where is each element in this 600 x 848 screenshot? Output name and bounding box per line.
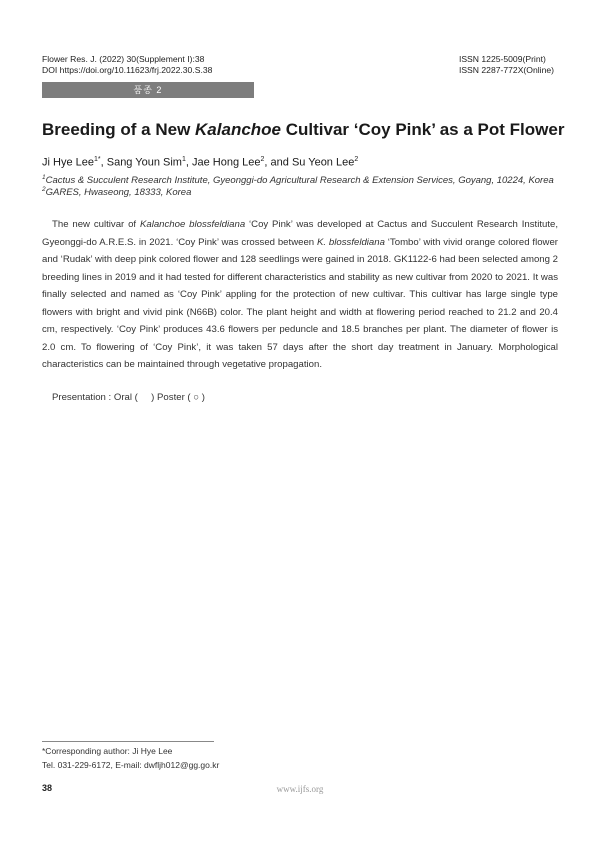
footnote-divider (42, 741, 214, 742)
affiliation-1 (42, 174, 554, 186)
page-number: 38 (42, 783, 53, 793)
issn-block (459, 54, 554, 76)
section-label-bar: 품종 2 (42, 82, 254, 98)
title-italic: Kalanchoe (195, 120, 282, 139)
affiliation-2 (42, 186, 191, 198)
presentation-type: Presentation : Oral ( ) Poster ( ○ ) (52, 392, 205, 403)
journal-citation (42, 54, 212, 76)
affiliation-sup: 2 (42, 186, 46, 193)
abstract-text: The new cultivar of (52, 219, 140, 230)
corresponding-author: *Corresponding author: Ji Hye Lee (42, 746, 173, 756)
author-name: Jae Hong Lee (192, 156, 261, 169)
species-abbrev: K. blossfeldiana (317, 236, 385, 248)
author-sup: 1 (181, 156, 186, 163)
author-sup: 2 (260, 156, 265, 163)
paper-title (42, 120, 572, 140)
title-post: Cultivar ‘Coy Pink’ as a Pot Flower (281, 120, 565, 139)
author-sep: , (185, 156, 192, 169)
author-name: Sang Youn Sim (106, 156, 182, 169)
issn-print: ISSN 1225-5009(Print) (458, 54, 546, 64)
title-pre: Breeding of a New (42, 120, 196, 139)
author-sep: , (100, 156, 107, 169)
journal-line: Flower Res. J. (2022) 30(Supplement I):38 (42, 54, 205, 64)
affiliation-text: GARES, Hwaseong, 18333, Korea (45, 187, 192, 199)
author-name: Su Yeon Lee (291, 156, 355, 169)
affiliation-sup: 1 (42, 174, 46, 181)
site-url: www.ijfs.org (276, 784, 324, 794)
abstract-text: ‘Tombo’ with vivid orange colored flower and ‘Rudak’ with deep pink colored flower and 128 seedlings were gained in 2018. GK1122-6 had been selected among 2 breeding lines in 2019 and it had tested for different characteristics and stability as new cultivar from 2020 to 2021. It was finally selected and named as ‘Coy Pink’ appling for the protection of new cultivar. This cultivar has large single type flowers with bright and vivid pink (N66B) color. The plant height and width at flowering period reached to 21.2 and 20.4 cm, respectively. ‘Coy Pink’ produces 43.6 flowers per peduncle and 18.5 branches per plant. The diameter of flower is 2.0 cm. To flowering of ‘Coy Pink’, it was taken 57 days after the short day treatment in January. Morphological characteristics can be maintained through vegetative propagation. (42, 236, 558, 370)
abstract-paragraph (42, 216, 558, 374)
author-sep: , and (264, 156, 292, 169)
contact-info: Tel. 031-229-6172, E-mail: dwfljh012@gg.go.kr (42, 760, 220, 770)
abstract-text: ‘Coy Pink’ was developed at Cactus and Succulent Research Institute, Gyeonggi-do A.R.E.S. in 2021. ‘Coy Pink’ was crossed between (42, 219, 558, 248)
author-name: Ji Hye Lee (42, 156, 94, 169)
doi-line: DOI https://doi.org/10.11623/frj.2022.30.S.38 (42, 65, 213, 75)
author-sup: 1* (93, 156, 101, 163)
author-list (42, 156, 358, 169)
species-name: Kalanchoe blossfeldiana (139, 219, 246, 230)
affiliation-text: Cactus & Succulent Research Institute, Gyeonggi-do Agricultural Research & Extension Services, Goyang, 10224, Korea (45, 175, 554, 187)
issn-online: ISSN 2287-772X(Online) (458, 65, 554, 75)
author-sup: 2 (354, 156, 359, 163)
